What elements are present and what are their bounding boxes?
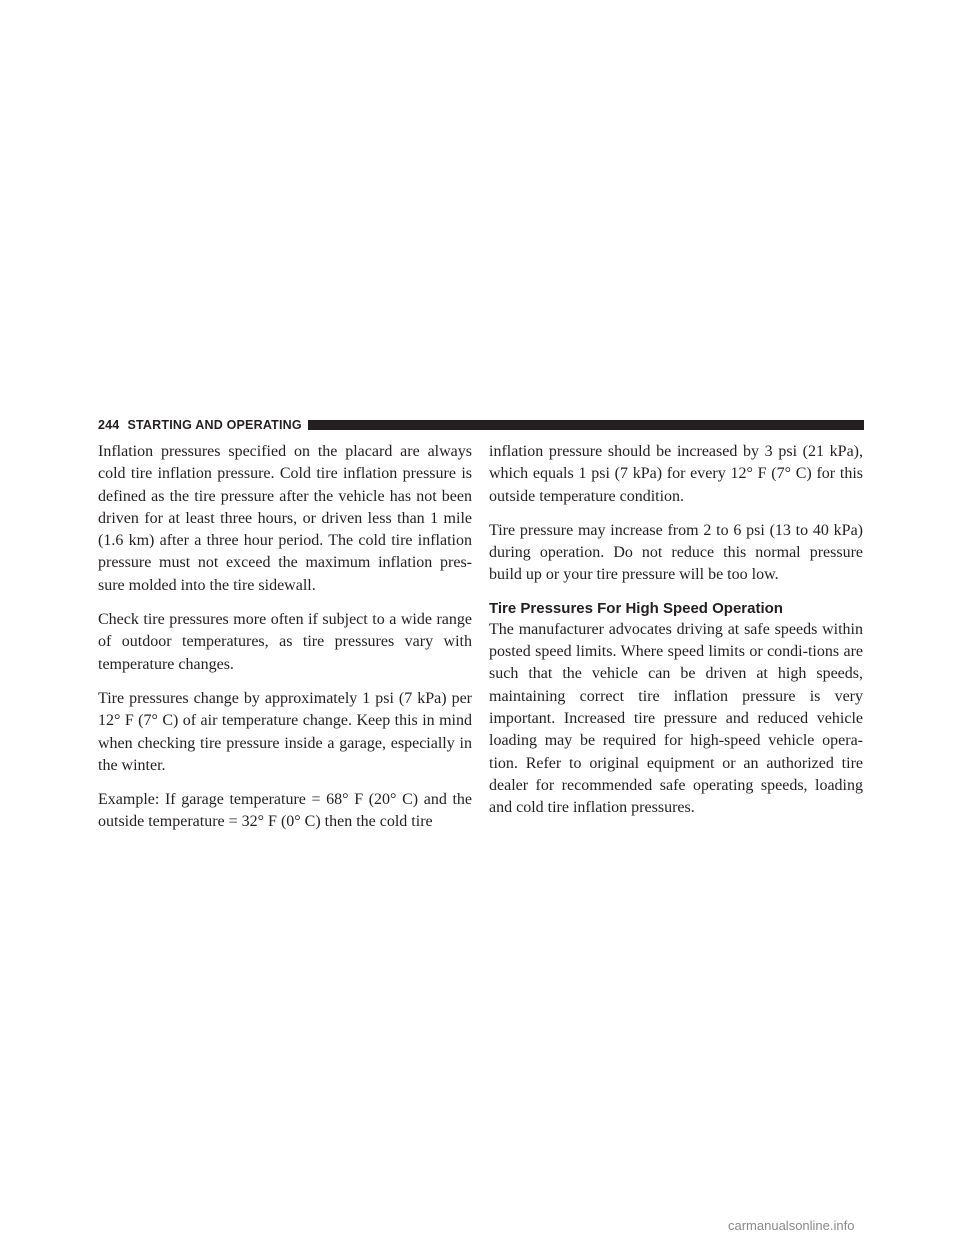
page-header xyxy=(98,417,864,433)
watermark: carmanualsonline.info xyxy=(728,1218,855,1233)
paragraph-example: Example: If garage temperature = 68° F (20° C) and the outside temperature = 32° F (0° C) then the cold tire xyxy=(98,791,472,831)
paragraph-example-continued: inflation pressure should be increased by 3 psi (21 kPa), which equals 1 psi (7 kPa) for every 12° F (7° C) for this outside temperature condition. xyxy=(489,443,863,505)
section-title: STARTING AND OPERATING xyxy=(127,418,302,432)
section-heading-high-speed: Tire Pressures For High Speed Operation xyxy=(489,599,783,617)
right-column xyxy=(489,441,863,831)
left-column xyxy=(98,441,472,846)
page-number: 244 xyxy=(98,418,120,432)
paragraph-operation-increase: Tire pressure may increase from 2 to 6 psi (13 to 40 kPa) during operation. Do not reduce this normal pressure build up or your tire pressure will be too low. xyxy=(489,521,863,584)
paragraph-high-speed: The manufacturer advocates driving at safe speeds within posted speed limits. Where speed limits or condi-tions are such that the vehicle can be driven at high speeds, maintaining correct tire inflation pressure is very important. Increased tire pressure and reduced vehicle loading may be required for high-speed vehicle opera-tion. Refer to original equipment or an authorized tire dealer for recommended safe operating speeds, loading and cold tire inflation pressures. xyxy=(489,620,863,817)
paragraph-check-often: Check tire pressures more often if subject to a wide range of outdoor temperatures, as tire pressures vary with temperature changes. xyxy=(98,611,472,673)
header-rule xyxy=(308,420,864,430)
paragraph-temperature-change: Tire pressures change by approximately 1 psi (7 kPa) per 12° F (7° C) of air temperature change. Keep this in mind when checking tire pressure inside a garage, especially in the winter. xyxy=(98,689,472,774)
paragraph-cold-tire-pressure: Inflation pressures specified on the placard are always cold tire inflation pressure. Cold tire inflation pressure is defined as the tire pressure after the vehicle has not been driven for at least three hours, or driven less than 1 mile (1.6 km) after a three hour period. The cold tire inflation pressure must not exceed the maximum inflation pres-sure molded into the tire sidewall. xyxy=(98,443,472,594)
